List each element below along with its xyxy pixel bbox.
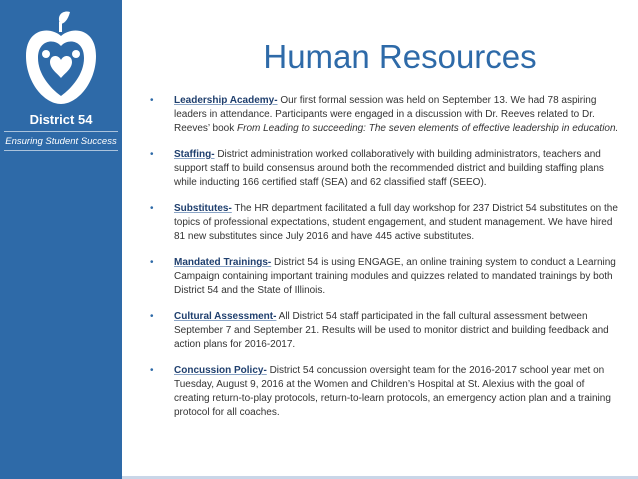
list-item bbox=[150, 256, 620, 298]
tagline-divider-bottom bbox=[4, 150, 118, 151]
district-name: District 54 bbox=[29, 112, 93, 127]
bullet-icon: • bbox=[150, 365, 154, 376]
list-item-text bbox=[174, 310, 620, 352]
apple-heart-hands-logo-icon bbox=[20, 10, 102, 110]
list-item-label: Cultural Assessment- bbox=[174, 311, 277, 322]
list-item-text bbox=[174, 148, 620, 190]
book-title: From Leading to succeeding: The seven elements of effective leadership in education. bbox=[237, 123, 619, 134]
list-item-body: District administration worked collaboratively with building administrators, teachers and support staff to build consensus around both the recommended district and building staffing plans while inducting 166 certified staff (SEA) and 62 classified staff (SEEO). bbox=[174, 149, 604, 188]
bullet-icon: • bbox=[150, 203, 154, 214]
list-item-label: Concussion Policy- bbox=[174, 365, 267, 376]
list-item-text bbox=[174, 94, 620, 136]
tagline-divider-top bbox=[4, 131, 118, 132]
list-item-body: Our first formal session was held on September 13. We had 78 aspiring leaders in attendance. Participants were engaged in a discussion with Dr. Reeves related to Dr. Reeves’ book bbox=[174, 95, 597, 134]
list-item-text bbox=[174, 364, 620, 420]
list-item-body: District 54 concussion oversight team for the 2016-2017 school year met on Tuesday, August 9, 2016 at the Women and Children’s Hospital at St. Alexius with the goal of creating return-to-play protocols, return-to-learn protocols, an emergency action plan and a training protocol for all coaches. bbox=[174, 365, 611, 418]
list-item-label: Mandated Trainings- bbox=[174, 257, 272, 268]
list-item bbox=[150, 148, 620, 190]
bullet-icon: • bbox=[150, 311, 154, 322]
list-item bbox=[150, 94, 620, 136]
tagline: Ensuring Student Success bbox=[5, 136, 117, 147]
bullet-icon: • bbox=[150, 149, 154, 160]
list-item-text bbox=[174, 256, 620, 298]
list-item-body: District 54 is using ENGAGE, an online training system to conduct a Learning Campaign containing important training modules and quizzes related to mandated trainings by both District 54 and the State of Illinois. bbox=[174, 257, 616, 296]
list-item-label: Leadership Academy- bbox=[174, 95, 278, 106]
list-item-label: Staffing- bbox=[174, 149, 215, 160]
bullet-icon: • bbox=[150, 95, 154, 106]
bullet-list bbox=[150, 94, 620, 432]
page-title: Human Resources bbox=[263, 38, 537, 75]
list-item bbox=[150, 202, 620, 244]
list-item-text bbox=[174, 202, 620, 244]
bullet-icon: • bbox=[150, 257, 154, 268]
list-item-body: All District 54 staff participated in the fall cultural assessment between September 7 and September 21. Results will be used to monitor district and building feedback and action plans for 2016-2017. bbox=[174, 311, 609, 350]
list-item bbox=[150, 364, 620, 420]
list-item-body: The HR department facilitated a full day workshop for 237 District 54 substitutes on the topics of professional expectations, student engagement, and student management. We have hired 81 new substitutes since July 2016 and have 445 active substitutes. bbox=[174, 203, 618, 242]
list-item bbox=[150, 310, 620, 352]
list-item-label: Substitutes- bbox=[174, 203, 232, 214]
sidebar bbox=[0, 0, 122, 479]
